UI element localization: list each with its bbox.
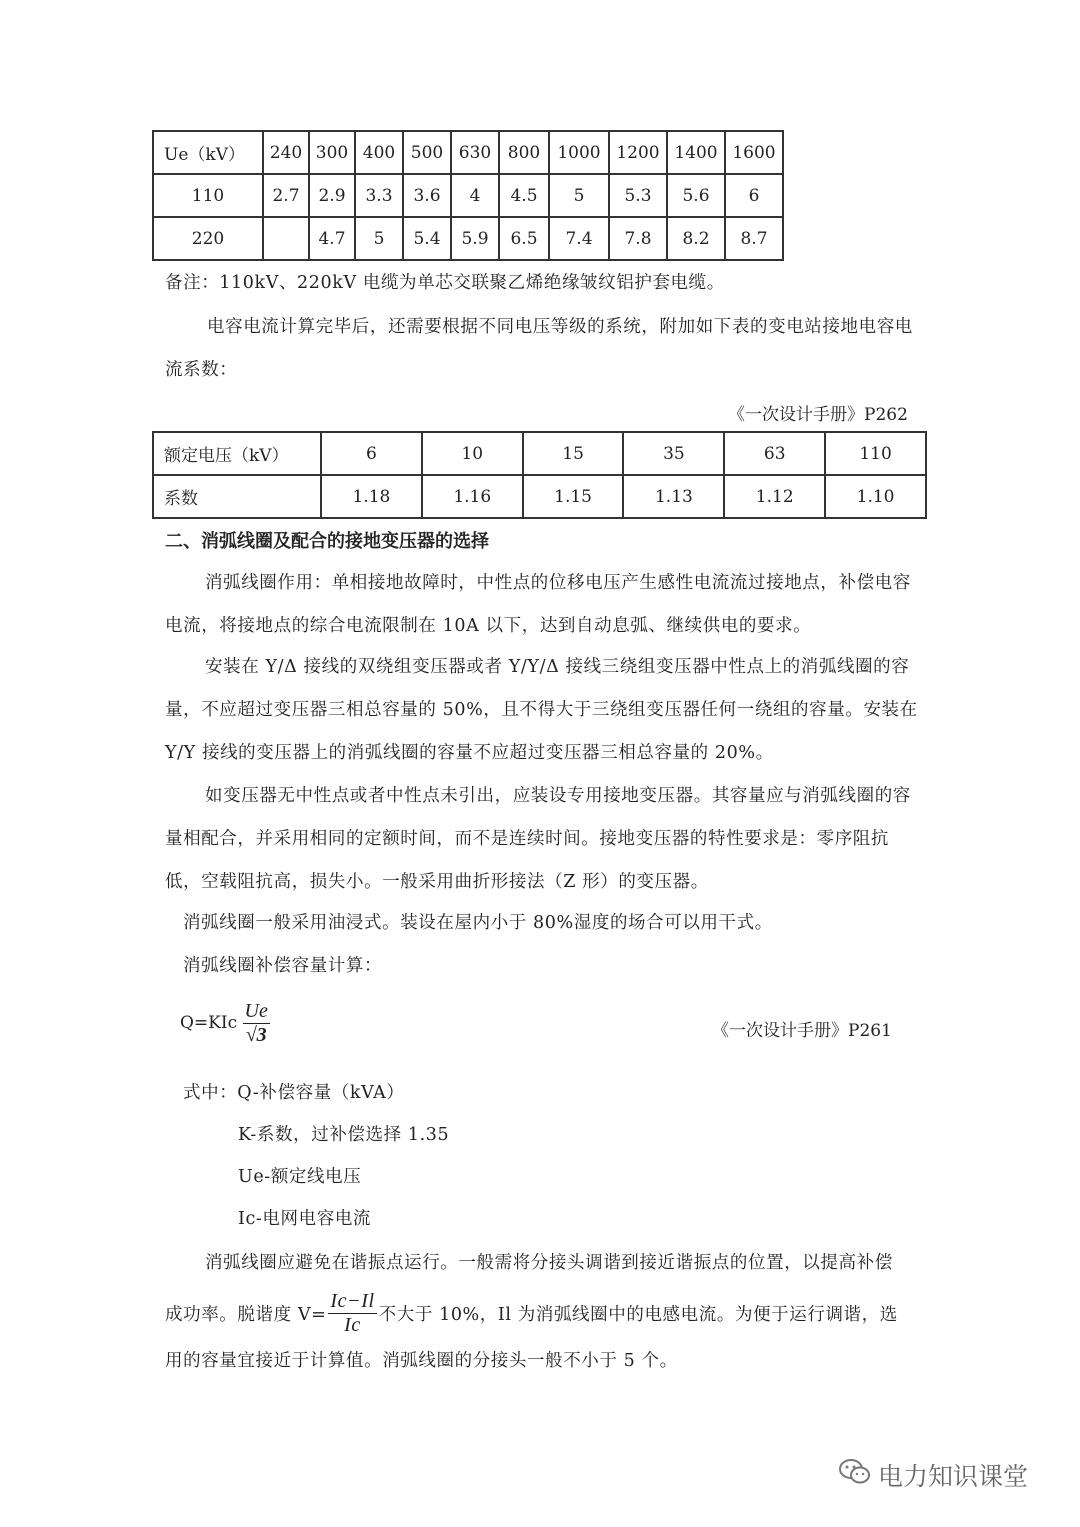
paragraph-installation: 安装在 Y/Δ 接线的双绕组变压器或者 Y/Y/Δ 接线三绕组变压器中性点上的消弧线圈的容量，不应超过变压器三相总容量的 50%，且不得大于三绕组变压器任何一绕组的容量。安装在 Y/Y 接线的变压器上的消弧线圈的容量不应超过变压器三相总容量的 20%。: [165, 657, 918, 763]
table-cell: 1600: [725, 131, 783, 174]
table-cell: 500: [403, 131, 451, 174]
table-cell: [263, 217, 309, 260]
table-cell: 220: [153, 217, 263, 260]
paragraph-compensation-calc: 消弧线圈补偿容量计算：: [183, 956, 383, 976]
table-cell: 5: [549, 174, 609, 217]
table-cell: 1400: [667, 131, 725, 174]
table-cell: 1.18: [321, 475, 422, 518]
table-row: [153, 217, 783, 260]
paragraph-detuning-line2: [165, 1290, 898, 1337]
table-cell: 1.13: [623, 475, 724, 518]
definition-intro: 式中：Q-补偿容量（kVA）: [183, 1083, 405, 1103]
paragraph-arc-coil-function: 消弧线圈作用：单相接地故障时，中性点的位移电压产生感性电流流过接地点，补偿电容电流，将接地点的综合电流限制在 10A 以下，达到自动息弧、继续供电的要求。: [165, 573, 911, 636]
detuning-fraction: [328, 1290, 376, 1337]
definition-k: K-系数，过补偿选择 1.35: [238, 1125, 450, 1145]
table-cell: 5: [355, 217, 403, 260]
table-cell: 5.3: [609, 174, 667, 217]
table-cell: 1.15: [523, 475, 624, 518]
paragraph-grounding-transformer: 如变压器无中性点或者中性点未引出，应装设专用接地变压器。其容量应与消弧线圈的容量相配合，并采用相同的定额时间，而不是连续时间。接地变压器的特性要求是：零序阻抗低，空载阻抗高，损失小。一般采用曲折形接法（Z 形）的变压器。: [165, 786, 911, 892]
table-cell: 1.16: [422, 475, 523, 518]
table-cell: 800: [499, 131, 549, 174]
table-header-row: [153, 432, 926, 475]
table-cell: 6.5: [499, 217, 549, 260]
watermark-text: 电力知识课堂: [878, 1462, 1029, 1491]
table-cell: 7.8: [609, 217, 667, 260]
table-cell: 4: [451, 174, 499, 217]
table-cell: 7.4: [549, 217, 609, 260]
detuning-prefix: 成功率。脱谐度 V=: [165, 1305, 327, 1325]
section-heading: 二、消弧线圈及配合的接地变压器的选择: [165, 531, 489, 552]
reference-citation: 《一次设计手册》P262: [728, 405, 908, 425]
table-cell: 1000: [549, 131, 609, 174]
table-cell: 110: [153, 174, 263, 217]
table-header-row: [153, 131, 783, 174]
definition-ic: Ic-电网电容电流: [238, 1209, 372, 1229]
table-cell: 额定电压（kV）: [153, 432, 321, 475]
table-cell: 63: [724, 432, 825, 475]
formula-fraction: [243, 1000, 270, 1047]
table-row: [153, 174, 783, 217]
table-cell: 2.7: [263, 174, 309, 217]
coefficient-table: [152, 431, 927, 519]
wechat-icon: [838, 1457, 872, 1493]
cable-capacitance-table: [152, 130, 784, 261]
reference-citation: 《一次设计手册》P261: [712, 1021, 892, 1041]
table-cell: 6: [321, 432, 422, 475]
table-row: [153, 475, 926, 518]
paragraph-capacitance: 电容电流计算完毕后，还需要根据不同电压等级的系统，附加如下表的变电站接地电容电流系数：: [165, 317, 913, 380]
table-note: 备注：110kV、220kV 电缆为单芯交联聚乙烯绝缘皱纹铝护套电缆。: [165, 273, 725, 293]
table-cell: 2.9: [309, 174, 355, 217]
table-cell: 35: [623, 432, 724, 475]
paragraph-oil-immersed: 消弧线圈一般采用油浸式。装设在屋内小于 80%湿度的场合可以用干式。: [183, 913, 773, 933]
compensation-formula: [180, 1000, 270, 1047]
table-cell: 240: [263, 131, 309, 174]
table-cell: 400: [355, 131, 403, 174]
table-cell: 8.7: [725, 217, 783, 260]
table-cell: 3.6: [403, 174, 451, 217]
paragraph-detuning-line1: 消弧线圈应避免在谐振点运行。一般需将分接头调谐到接近谐振点的位置，以提高补偿: [205, 1253, 893, 1273]
table-cell: 10: [422, 432, 523, 475]
detuning-denominator: Ic: [344, 1314, 361, 1336]
paragraph-detuning-line3: 用的容量宜接近于计算值。消弧线圈的分接头一般不小于 5 个。: [165, 1351, 678, 1371]
table-cell: 5.6: [667, 174, 725, 217]
table-cell: 5.9: [451, 217, 499, 260]
table-cell: 6: [725, 174, 783, 217]
detuning-numerator: Ic−Il: [330, 1290, 375, 1312]
table-cell: 300: [309, 131, 355, 174]
formula-denominator: √3: [245, 1024, 267, 1046]
table-cell: 1200: [609, 131, 667, 174]
table-cell: 4.7: [309, 217, 355, 260]
watermark: [838, 1457, 1028, 1493]
table-cell: 110: [825, 432, 926, 475]
table-cell: 4.5: [499, 174, 549, 217]
table-cell: 630: [451, 131, 499, 174]
table-cell: 8.2: [667, 217, 725, 260]
detuning-suffix: 不大于 10%，Il 为消弧线圈中的电感电流。为便于运行调谐，选: [378, 1305, 898, 1325]
table-cell: 3.3: [355, 174, 403, 217]
formula-numerator: Ue: [244, 1000, 268, 1022]
table-cell: 5.4: [403, 217, 451, 260]
table-cell: 1.12: [724, 475, 825, 518]
formula-prefix: Q=KIc: [180, 1013, 238, 1033]
table-cell: 15: [523, 432, 624, 475]
definition-ue: Ue-额定线电压: [238, 1167, 362, 1187]
table-cell: 1.10: [825, 475, 926, 518]
table-cell: Ue（kV）: [153, 131, 263, 174]
table-cell: 系数: [153, 475, 321, 518]
